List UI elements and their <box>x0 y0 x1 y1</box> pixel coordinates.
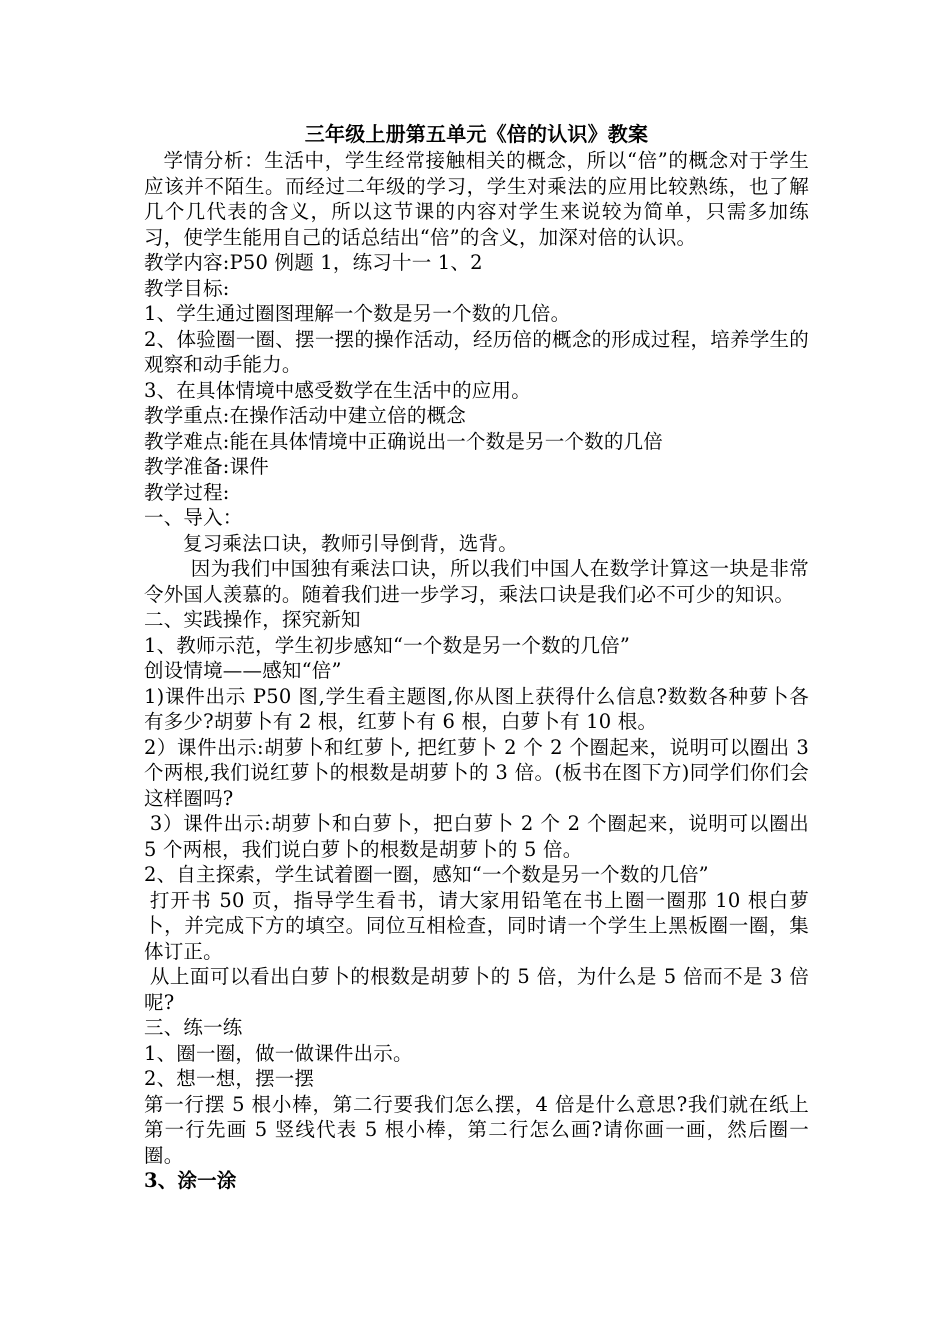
paragraph-self-explore: 2、自主探索，学生试着圈一圈，感知“一个数是另一个数的几倍” <box>144 863 709 886</box>
paragraph-goal-3: 3、在具体情境中感受数学在生活中的应用。 <box>144 378 531 402</box>
paragraph-exercise-3: 3、涂一涂 <box>144 1169 237 1192</box>
document-page <box>144 120 809 1194</box>
paragraph-teaching-content: 教学内容:P50 例题 1，练习十一 1、2 <box>144 251 483 274</box>
paragraph-step-1: 1)课件出示 P50 图,学生看主题图,你从图上获得什么信息?数数各种萝卜各有多少?胡萝卜有 2 根，红萝卜有 6 根，白萝卜有 10 根。 <box>144 684 809 733</box>
paragraph-step-2: 2）课件出示:胡萝卜和红萝卜, 把红萝卜 2 个 2 个圈起来，说明可以圈出 3 个两根,我们说红萝卜的根数是胡萝卜的 3 倍。(板书在图下方)同学们你们会这样圈吗? <box>144 735 809 810</box>
paragraph-process-heading: 教学过程: <box>144 480 230 504</box>
paragraph-exercise-1: 1、圈一圈，做一做课件出示。 <box>144 1041 413 1065</box>
paragraph-open-book: 打开书 50 页，指导学生看书，请大家用铅笔在书上圈一圈那 10 根白萝卜，并完成下方的填空。同位互相检查，同时请一个学生上黑板圈一圈，集体订正。 <box>144 888 809 963</box>
paragraph-goal-1: 1、学生通过圈图理解一个数是另一个数的几倍。 <box>144 302 571 325</box>
paragraph-key-point: 教学重点:在操作活动中建立倍的概念 <box>144 404 466 427</box>
paragraph-section-practice: 二、实践操作，探究新知 <box>144 608 361 631</box>
paragraph-why-five-times: 从上面可以看出白萝卜的根数是胡萝卜的 5 倍，为什么是 5 倍而不是 3 倍呢? <box>144 965 809 1014</box>
paragraph-teacher-demo: 1、教师示范，学生初步感知“一个数是另一个数的几倍” <box>144 633 631 657</box>
paragraph-exercise-2: 2、想一想，摆一摆 <box>144 1067 315 1090</box>
paragraph-goal-2: 2、体验圈一圈、摆一摆的操作活动，经历倍的概念的形成过程，培养学生的观察和动手能力。 <box>144 327 809 376</box>
paragraph-section-exercise: 三、练一练 <box>144 1016 243 1039</box>
document-title: 三年级上册第五单元《倍的认识》教案 <box>304 122 649 146</box>
paragraph-difficulty: 教学难点:能在具体情境中正确说出一个数是另一个数的几倍 <box>144 429 663 453</box>
paragraph-review-multiplication: 复习乘法口诀，教师引导倒背，选背。 <box>183 531 518 555</box>
paragraph-multiplication-importance: 因为我们中国独有乘法口诀，所以我们中国人在数学计算这一块是非常令外国人羡慕的。随着我们进一步学习，乘法口诀是我们必不可少的知识。 <box>144 557 809 606</box>
paragraph-teaching-goals-heading: 教学目标: <box>144 276 230 300</box>
paragraph-section-intro: 一、导入： <box>144 506 243 529</box>
paragraph-learning-analysis: 学情分析：生活中，学生经常接触相关的概念，所以“倍”的概念对于学生应该并不陌生。而经过二年级的学习，学生对乘法的应用比较熟练，也了解几个几代表的含义，所以这节课的内容对学生来说较为简单，只需多加练习，使学生能用自己的话总结出“倍”的含义，加深对倍的认识。 <box>144 149 809 249</box>
paragraph-step-3: 3）课件出示:胡萝卜和白萝卜，把白萝卜 2 个 2 个圈起来，说明可以圈出 5 个两根，我们说白萝卜的根数是胡萝卜的 5 倍。 <box>144 812 809 861</box>
paragraph-create-scenario: 创设情境——感知“倍” <box>144 659 342 682</box>
paragraph-preparation: 教学准备:课件 <box>144 455 269 478</box>
paragraph-exercise-2-detail: 第一行摆 5 根小棒，第二行要我们怎么摆，4 倍是什么意思?我们就在纸上第一行先画 5 竖线代表 5 根小棒，第二行怎么画?请你画一画，然后圈一圈。 <box>144 1092 809 1167</box>
